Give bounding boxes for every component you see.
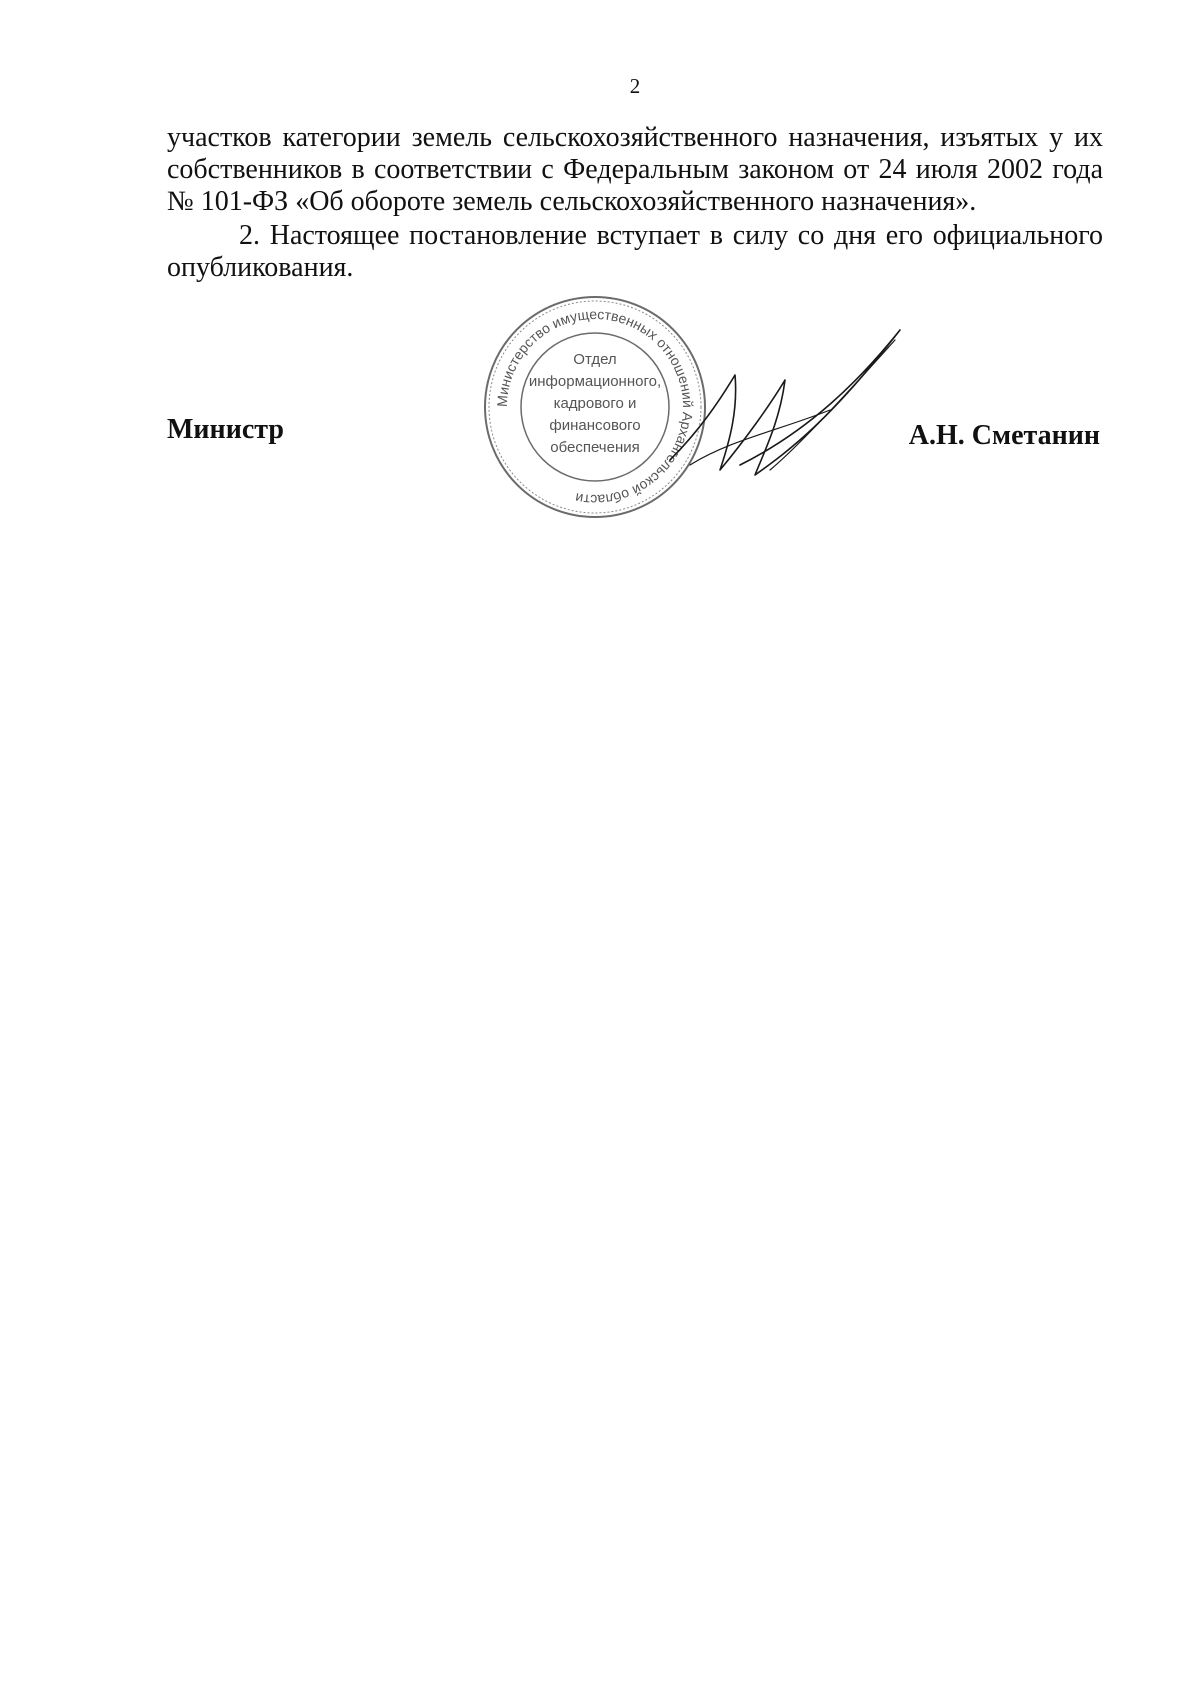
stamp-line-2: информационного, (528, 373, 662, 390)
stamp-outer-text: Министерство имущественных отношений Архангельской области (493, 305, 697, 509)
handwritten-signature (660, 320, 910, 490)
stamp-line-1: Отдел (573, 351, 617, 368)
paragraph-continuation: участков категории земель сельскохозяйственного назначения, изъятых у их собственников в соответствии с Федеральным законом от 24 июля 2002 года № 101-ФЗ «Об обороте земель сельскохозяйственного назначения». (167, 122, 1103, 217)
page-number: 2 (629, 74, 641, 98)
paragraph-effective-date: 2. Настоящее постановление вступает в силу со дня его официального опубликования. (167, 220, 1103, 283)
stamp-line-5: обеспечения (550, 439, 640, 456)
stamp-line-3: кадрового и (553, 395, 637, 412)
stamp-line-4: финансового (549, 417, 641, 434)
document-body (167, 122, 1103, 284)
signatory-position: Министр (167, 414, 284, 445)
signatory-name: А.Н. Сметанин (908, 420, 1100, 451)
